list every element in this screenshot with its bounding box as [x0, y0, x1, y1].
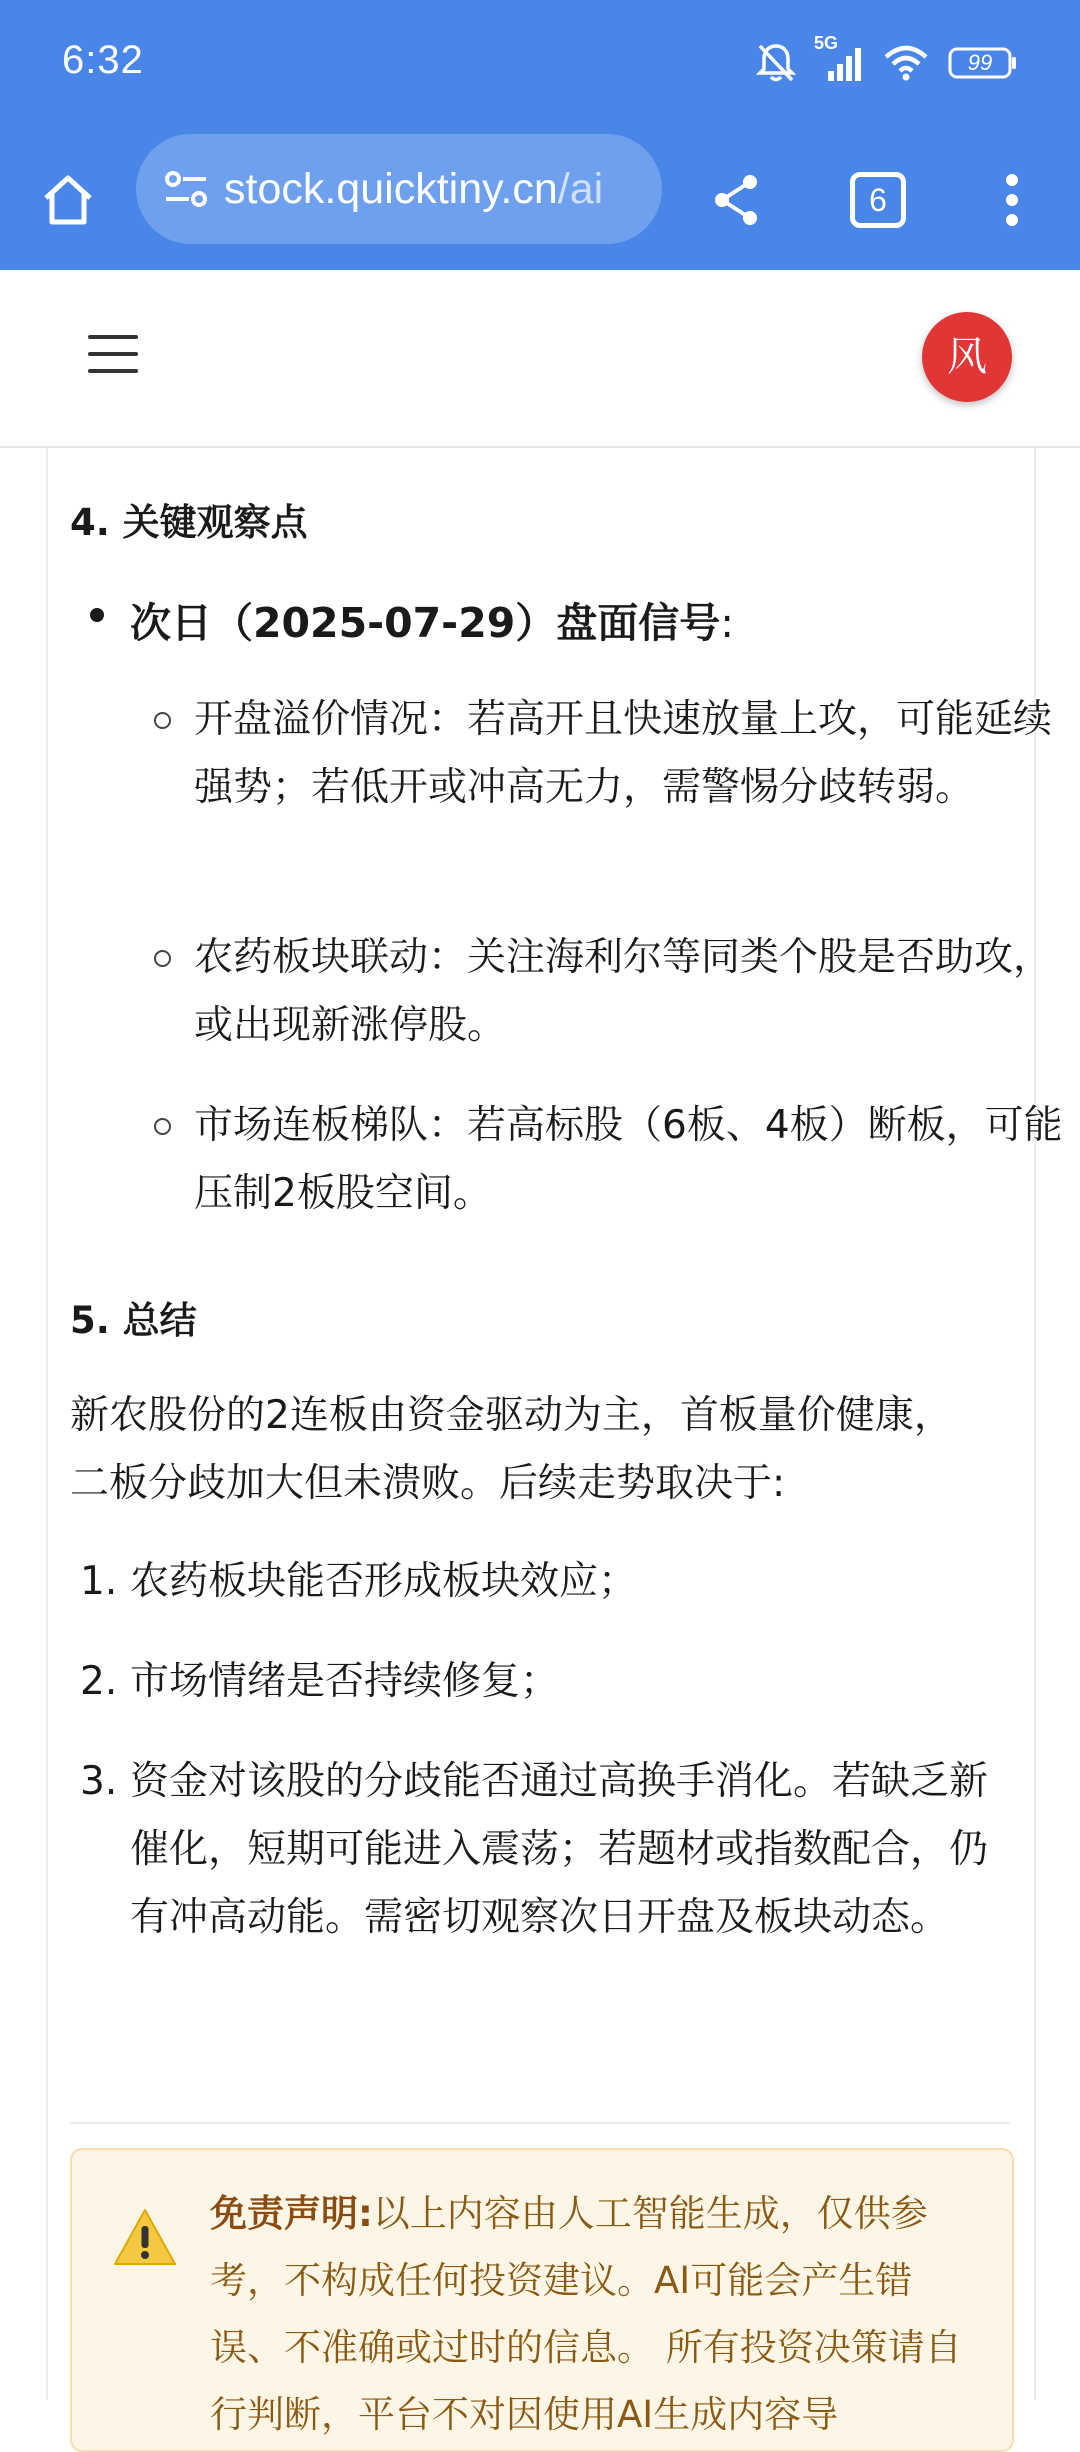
list-number: 1. — [80, 1559, 118, 1604]
site-settings-icon[interactable] — [156, 159, 216, 219]
more-vert-icon — [1002, 170, 1022, 230]
list-item-text: 开盘溢价情况：若高开且快速放量上攻，可能延续强势；若低开或冲高无力，需警惕分歧转弱。 — [194, 697, 1053, 810]
bullet-title: 次日（2025-07-29）盘面信号 — [130, 599, 721, 647]
circle-bullet — [154, 712, 171, 729]
list-number: 3. — [80, 1759, 118, 1804]
battery-level: 99 — [967, 50, 993, 75]
browser-toolbar — [0, 130, 1080, 270]
disclaimer-body: 以上内容由人工智能生成，仅供参考，不构成任何投资建议。AI可能会产生错误、不准确或过时的信息。 所有投资决策请自行判断，平台不对因使用AI生成内容导 — [210, 2192, 962, 2436]
list-item — [154, 924, 1074, 1064]
disclaimer-label: 免责声明: — [210, 2192, 373, 2235]
ordered-list-item — [80, 1548, 1000, 1616]
list-item — [154, 686, 1074, 896]
list-item-text: 市场连板梯队：若高标股（6板、4板）断板，可能压制2板股空间。 — [194, 1103, 1063, 1216]
section-5-title: 5. 总结 — [70, 1299, 197, 1342]
content-divider — [70, 2122, 1010, 2124]
ordered-list-item — [80, 1748, 1000, 2020]
home-button[interactable] — [28, 160, 108, 240]
url-host: stock.quicktiny.cn — [224, 165, 558, 213]
status-icons — [756, 33, 1018, 88]
circle-bullet — [154, 1118, 171, 1135]
more-options-button[interactable] — [972, 160, 1052, 240]
summary-paragraph: 新农股份的2连板由资金驱动为主，首板量价健康，二板分歧加大但未溃败。后续走势取决于: — [70, 1393, 953, 1506]
warning-icon — [112, 2206, 178, 2268]
bullet-dot — [90, 608, 104, 622]
section-4-title: 4. 关键观察点 — [70, 501, 308, 544]
list-number: 2. — [80, 1659, 118, 1704]
wifi-icon — [882, 43, 930, 83]
site-header — [0, 270, 1080, 448]
url-text[interactable] — [224, 134, 603, 244]
list-item-text: 农药板块联动：关注海利尔等同类个股是否助攻，或出现新涨停股。 — [194, 935, 1053, 1048]
ordered-list-item — [80, 1648, 1000, 1716]
home-icon — [38, 170, 98, 230]
list-item-text: 市场情绪是否持续修复； — [130, 1659, 560, 1704]
list-item-text: 农药板块能否形成板块效应； — [130, 1559, 638, 1604]
url-path: /ai — [557, 165, 604, 213]
share-button[interactable] — [696, 160, 776, 240]
list-item — [154, 1092, 1074, 1232]
tabs-icon: 6 — [850, 172, 906, 228]
avatar[interactable]: 风 — [922, 312, 1012, 402]
signal-icon — [814, 33, 864, 83]
disclaimer-box — [70, 2148, 1014, 2452]
list-item-text: 资金对该股的分歧能否通过高换手消化。若缺乏新催化，短期可能进入震荡；若题材或指数配合，仍有冲高动能。需密切观察次日开盘及板块动态。 — [130, 1759, 989, 1940]
battery-icon — [948, 46, 1018, 80]
share-icon — [706, 170, 766, 230]
disclaimer-text — [210, 2180, 980, 2448]
status-bar — [0, 0, 1080, 130]
network-label: 5G — [814, 33, 839, 53]
tabs-button[interactable] — [838, 160, 918, 240]
mute-bell-icon — [756, 42, 796, 84]
status-time: 6:32 — [62, 38, 144, 82]
circle-bullet — [154, 950, 171, 967]
address-bar[interactable] — [136, 134, 662, 244]
bullet-suffix: : — [720, 599, 735, 647]
hamburger-menu-icon[interactable] — [88, 335, 138, 379]
